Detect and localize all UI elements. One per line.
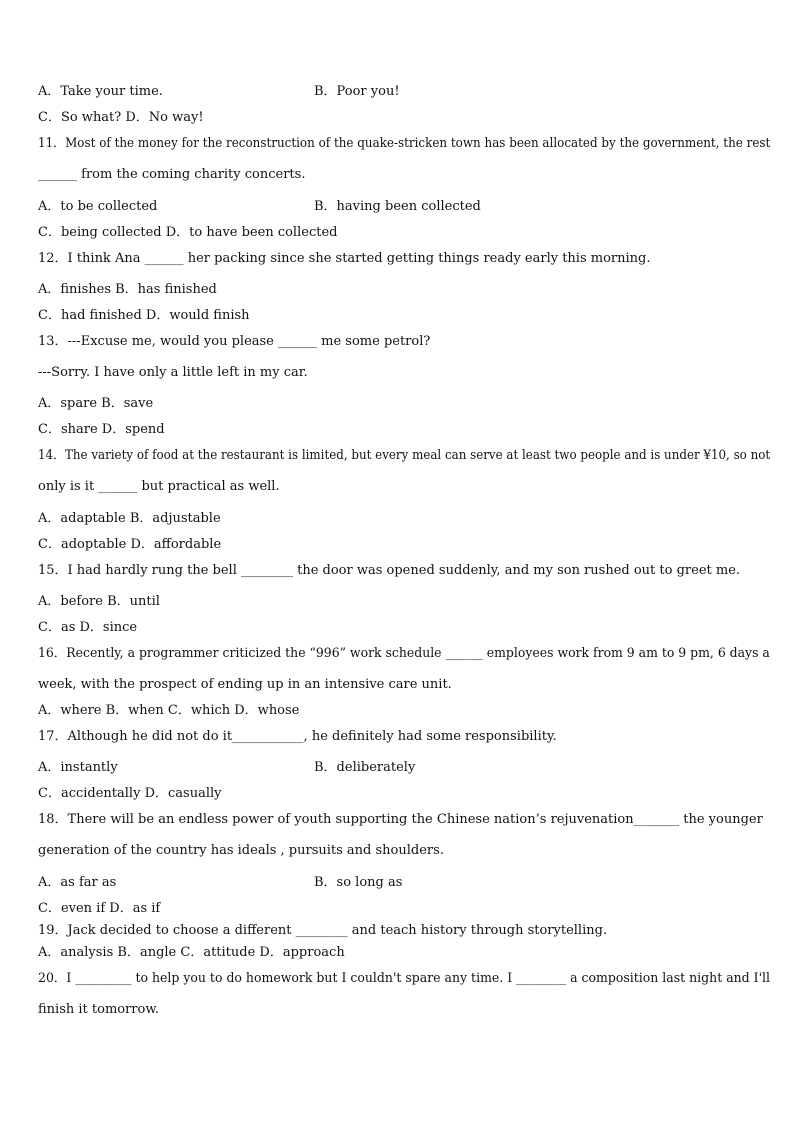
answer-options-row: C．as D．since	[38, 620, 138, 635]
question-13-stem-cont: ---Sorry. I have only a little left in my car.	[38, 365, 308, 380]
question-18-stem: 18．There will be an endless power of youth supporting the Chinese nation’s rejuvenation_______ the younger	[38, 812, 763, 827]
question-14-stem-cont: only is it ______ but practical as well.	[38, 479, 280, 494]
answer-options-row: C．had finished D．would finish	[38, 308, 250, 323]
question-13-stem: 13．---Excuse me, would you please ______ me some petrol?	[38, 334, 431, 349]
option-a: A．to be collected	[38, 199, 158, 214]
answer-options-row: C．share D．spend	[38, 422, 165, 437]
answer-options-row	[38, 84, 400, 100]
answer-options-row: A．spare B．save	[38, 396, 154, 411]
question-20-stem-cont: finish it tomorrow.	[38, 1002, 160, 1017]
question-18-stem-cont: generation of the country has ideals , pursuits and shoulders.	[38, 843, 444, 858]
option-b: B．Poor you!	[314, 84, 400, 99]
question-19-stem: 19．Jack decided to choose a different ________ and teach history through storytelling.	[38, 923, 608, 938]
answer-options-row: A．where B．when C．which D．whose	[38, 703, 300, 718]
answer-options-row: A．before B．until	[38, 594, 160, 609]
answer-options-row: C．So what? D．No way!	[38, 110, 204, 125]
question-16-stem-cont: week, with the prospect of ending up in an intensive care unit.	[38, 677, 452, 692]
answer-options-row: A．finishes B．has finished	[38, 282, 217, 297]
answer-options-row: C．being collected D．to have been collected	[38, 225, 338, 240]
option-b: B．having been collected	[314, 199, 481, 214]
option-a: A．instantly	[38, 760, 118, 775]
option-a: A．Take your time.	[38, 84, 163, 99]
question-14-stem: 14．The variety of food at the restaurant is limited, but every meal can serve at least two people and is under ¥10, so not	[38, 448, 771, 463]
option-b: B．deliberately	[314, 760, 416, 775]
answer-options-row: A．analysis B．angle C．attitude D．approach	[38, 945, 345, 960]
answer-options-row	[38, 875, 403, 891]
question-17-stem: 17．Although he did not do it___________, he definitely had some responsibility.	[38, 729, 557, 744]
answer-options-row	[38, 760, 416, 776]
option-b: B．so long as	[314, 875, 403, 890]
option-a: A．as far as	[38, 875, 117, 890]
answer-options-row: C．adoptable D．affordable	[38, 537, 222, 552]
answer-options-row: A．adaptable B．adjustable	[38, 511, 221, 526]
question-16-stem: 16．Recently, a programmer criticized the “996” work schedule ______ employees work from 9 am to 9 pm, 6 days a	[38, 646, 770, 661]
question-12-stem: 12．I think Ana ______ her packing since she started getting things ready early this morning.	[38, 251, 651, 266]
question-11-stem: 11．Most of the money for the reconstruction of the quake-stricken town has been allocated by the government, the rest	[38, 136, 771, 151]
question-20-stem: 20．I _________ to help you to do homework but I couldn't spare any time. I ________ a composition last night and I'll	[38, 971, 770, 986]
answer-options-row	[38, 199, 481, 215]
answer-options-row: C．accidentally D．casually	[38, 786, 222, 801]
question-15-stem: 15．I had hardly rung the bell ________ the door was opened suddenly, and my son rushed out to greet me.	[38, 563, 741, 578]
question-11-stem-cont: ______ from the coming charity concerts.	[38, 167, 306, 182]
answer-options-row: C．even if D．as if	[38, 901, 161, 916]
